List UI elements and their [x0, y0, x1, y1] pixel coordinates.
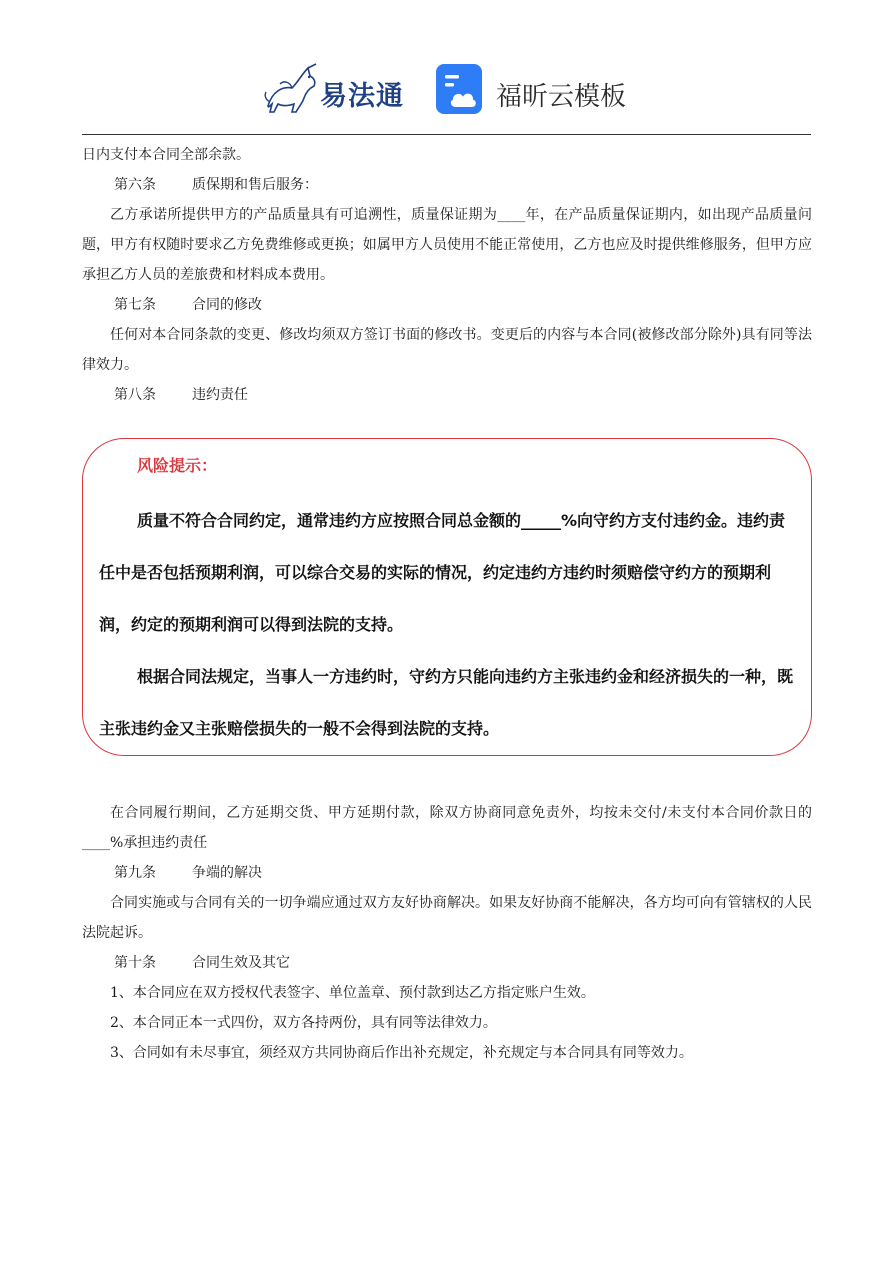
risk-paragraph-1: 质量不符合合同约定，通常违约方应按照合同总金额的_____%向守约方支付违约金。违约责任中是否包括预期利润，可以综合交易的实际的情况，约定违约方违约时须赔偿守约方的预期利润，约定的预期利润可以得到法院的支持。	[99, 511, 786, 634]
article-7-body: 任何对本合同条款的变更、修改均须双方签订书面的修改书。变更后的内容与本合同(被修改部分除外)具有同等法律效力。	[82, 327, 812, 373]
cloud-document-icon	[436, 64, 486, 114]
article-title: 质保期和售后服务：	[192, 177, 318, 193]
article-number: 第十条	[114, 955, 156, 971]
article-number: 第九条	[114, 865, 156, 881]
article-title: 合同生效及其它	[192, 955, 290, 971]
continuation-text: 日内支付本合同全部余款。	[82, 147, 250, 163]
risk-body	[99, 495, 799, 755]
page-header	[0, 58, 893, 124]
clause-item-3: 3、合同如有未尽事宜，须经双方共同协商后作出补充规定，补充规定与本合同具有同等效力。	[110, 1045, 693, 1061]
article-10-heading	[82, 948, 812, 978]
article-title: 合同的修改	[192, 297, 262, 313]
article-9-heading	[82, 858, 812, 888]
article-9-body: 合同实施或与合同有关的一切争端应通过双方友好协商解决。如果友好协商不能解决，各方均可向有管辖权的人民法院起诉。	[82, 895, 812, 941]
contract-body-bottom	[82, 798, 812, 1068]
unicorn-icon	[262, 62, 320, 118]
article-8-body: 在合同履行期间，乙方延期交货、甲方延期付款，除双方协商同意免责外，均按未交付/未支付本合同价款日的____%承担违约责任	[82, 805, 812, 851]
article-7-heading	[82, 290, 812, 320]
risk-paragraph-2: 根据合同法规定，当事人一方违约时，守约方只能向违约方主张违约金和经济损失的一种，既主张违约金又主张赔偿损失的一般不会得到法院的支持。	[99, 667, 794, 738]
clause-item-1: 1、本合同应在双方授权代表签字、单位盖章、预付款到达乙方指定账户生效。	[110, 985, 595, 1001]
header-divider	[82, 134, 811, 135]
logo-left-text: 易法通	[320, 81, 404, 112]
article-title: 违约责任	[192, 387, 248, 403]
foxit-logo	[436, 64, 646, 120]
contract-body-top	[82, 140, 812, 410]
risk-title: 风险提示：	[137, 456, 218, 475]
article-number: 第六条	[114, 177, 156, 193]
clause-item-2: 2、本合同正本一式四份，双方各持两份，具有同等法律效力。	[110, 1015, 497, 1031]
risk-reminder-box	[82, 438, 812, 756]
article-number: 第八条	[114, 387, 156, 403]
article-8-heading	[82, 380, 812, 410]
article-title: 争端的解决	[192, 865, 262, 881]
yifatong-logo	[262, 62, 412, 118]
article-6-body: 乙方承诺所提供甲方的产品质量具有可追溯性，质量保证期为____年，在产品质量保证期内，如出现产品质量问题，甲方有权随时要求乙方免费维修或更换；如属甲方人员使用不能正常使用，乙方也应及时提供维修服务，但甲方应承担乙方人员的差旅费和材料成本费用。	[82, 207, 812, 283]
logo-right-text: 福昕云模板	[496, 82, 627, 112]
article-6-heading	[82, 170, 812, 200]
article-number: 第七条	[114, 297, 156, 313]
